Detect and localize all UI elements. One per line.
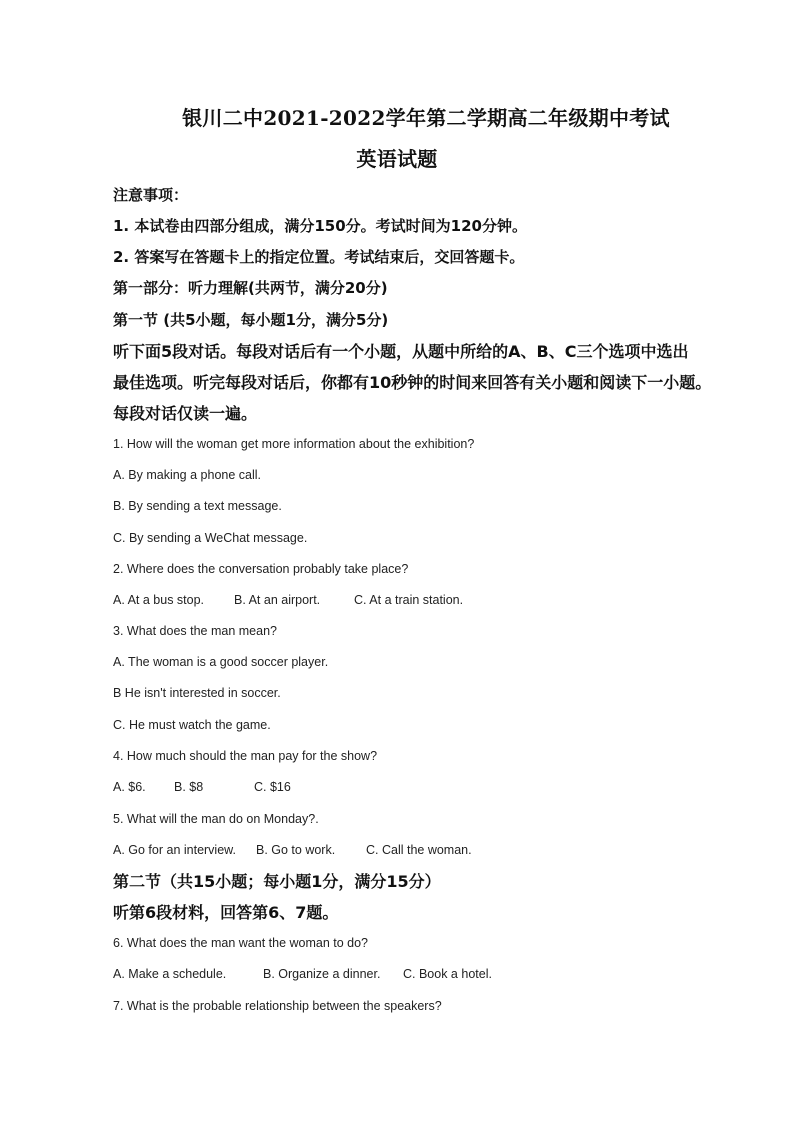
question-4-option-c: C. $16 — [254, 780, 291, 794]
part1-instruction-line3: 每段对话仅读一遍。 — [113, 404, 258, 423]
question-6-option-a: A. Make a schedule. — [113, 967, 227, 981]
question-3-option-b: B He isn't interested in soccer. — [113, 686, 281, 700]
question-2-options — [113, 593, 463, 608]
part1-heading: 第一部分：听力理解(共两节，满分20分) — [113, 279, 388, 297]
question-5-option-b: B. Go to work. — [256, 843, 336, 857]
question-6-option-b: B. Organize a dinner. — [263, 967, 381, 981]
question-5-option-a: A. Go for an interview. — [113, 843, 236, 857]
question-1-option-a: A. By making a phone call. — [113, 468, 261, 482]
question-2: 2. Where does the conversation probably take place? — [113, 562, 409, 576]
part1-instruction-line1: 听下面5段对话。每段对话后有一个小题，从题中所给的A、B、C三个选项中选出 — [113, 342, 689, 361]
question-4-options — [113, 780, 291, 795]
question-3-option-c: C. He must watch the game. — [113, 718, 271, 732]
question-4: 4. How much should the man pay for the show? — [113, 749, 378, 763]
question-2-option-c: C. At a train station. — [354, 593, 464, 607]
section2-instruction: 听第6段材料，回答第6、7题。 — [113, 903, 339, 922]
question-1-option-b: B. By sending a text message. — [113, 499, 282, 513]
question-2-option-b: B. At an airport. — [234, 593, 321, 607]
question-4-option-b: B. $8 — [174, 780, 204, 794]
notice-heading: 注意事项： — [113, 186, 189, 204]
question-3-option-a: A. The woman is a good soccer player. — [113, 655, 329, 669]
question-2-option-a: A. At a bus stop. — [113, 593, 205, 607]
question-6-option-c: C. Book a hotel. — [403, 967, 492, 981]
section2-heading: 第二节（共15小题；每小题1分，满分15分） — [113, 872, 441, 891]
notice-item-2: 2. 答案写在答题卡上的指定位置。考试结束后，交回答题卡。 — [113, 248, 525, 266]
question-7: 7. What is the probable relationship between the speakers? — [113, 999, 442, 1013]
question-6: 6. What does the man want the woman to do? — [113, 936, 369, 950]
question-3: 3. What does the man mean? — [113, 624, 277, 638]
exam-subtitle: 英语试题 — [356, 147, 438, 171]
exam-title: 银川二中2021-2022学年第二学期高二年级期中考试 — [182, 106, 670, 130]
part1-instruction-line2: 最佳选项。听完每段对话后，你都有10秒钟的时间来回答有关小题和阅读下一小题。 — [113, 373, 712, 392]
question-1: 1. How will the woman get more information about the exhibition? — [113, 437, 475, 451]
question-5-options — [113, 843, 472, 858]
question-5: 5. What will the man do on Monday?. — [113, 812, 319, 826]
notice-item-1: 1. 本试卷由四部分组成，满分150分。考试时间为120分钟。 — [113, 217, 527, 235]
question-5-option-c: C. Call the woman. — [366, 843, 472, 857]
question-1-option-c: C. By sending a WeChat message. — [113, 531, 308, 545]
question-4-option-a: A. $6. — [113, 780, 146, 794]
part1-section1-heading: 第一节 (共5小题，每小题1分，满分5分) — [113, 311, 389, 329]
question-6-options — [113, 967, 492, 982]
